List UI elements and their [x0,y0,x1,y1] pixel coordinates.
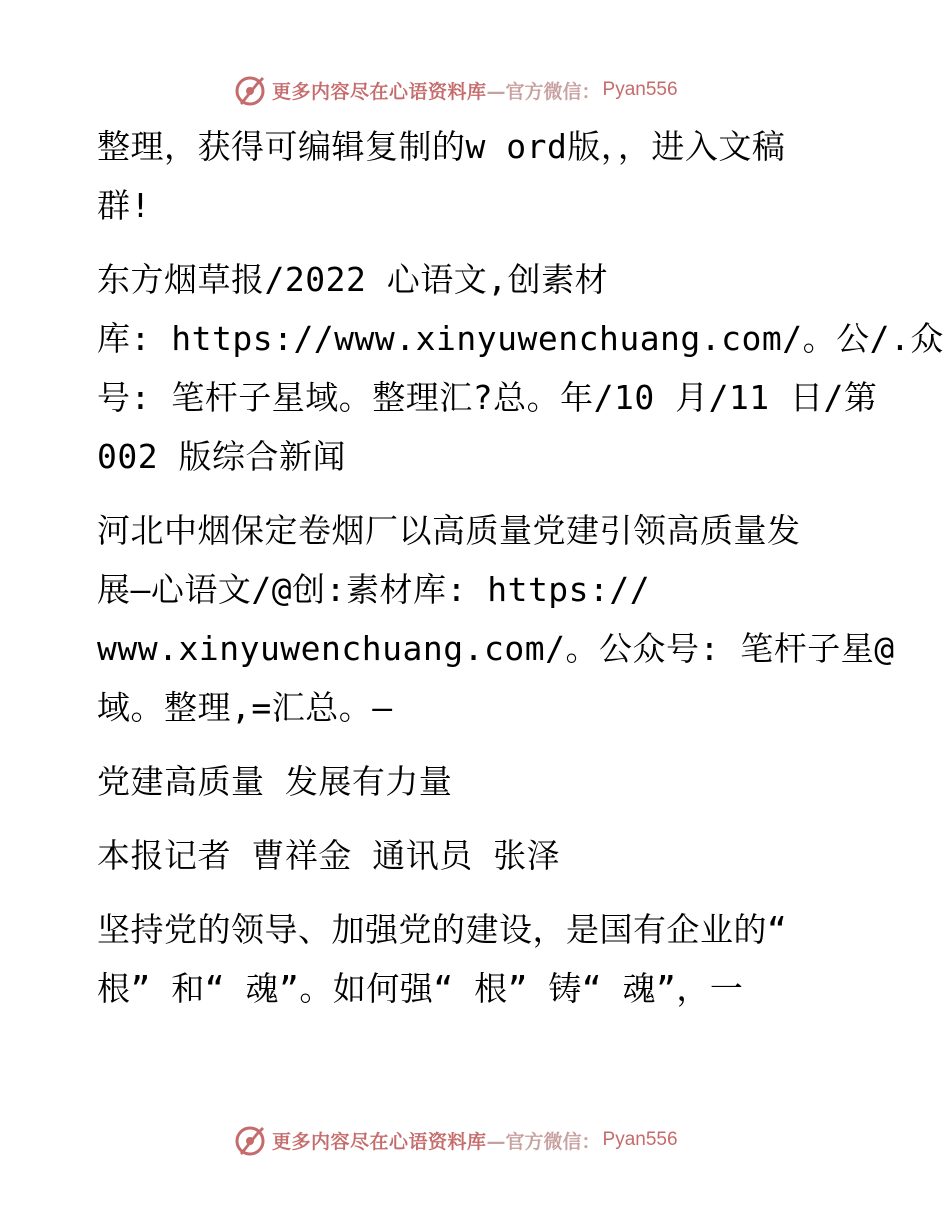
paragraph [97,501,895,737]
text-line: 库: https://www.xinyuwenchuang.com/。公/.众 [97,319,944,358]
text-line: 本报记者 曹祥金 通讯员 张泽 [97,836,561,875]
text-line: 根” 和“ 魂”。如何强“ 根” 铸“ 魂”，一 [97,969,744,1008]
watermark-wechat-id: Pyan556 [602,1129,678,1150]
watermark-wechat-label: —官方微信： [486,1130,601,1153]
header-watermark [234,73,678,107]
text-line: 域。整理,=汇总。— [97,688,393,727]
paragraph [97,117,857,235]
document-body [97,117,944,1033]
paragraph [97,250,944,486]
footer-watermark [234,1123,678,1157]
text-line: 河北中烟保定卷烟厂以高质量党建引领高质量发 [97,511,801,550]
paragraph [97,900,857,1018]
article-headline [97,752,857,811]
text-line: 002 版综合新闻 [97,437,346,476]
pen-logo-icon [234,73,268,107]
byline [97,826,857,885]
watermark-main-text: 更多内容尽在心语资料库 [272,1130,487,1153]
text-line: 整理，获得可编辑复制的w ord版，，进入文稿 [97,127,786,166]
watermark-wechat-label: —官方微信： [486,80,601,103]
text-line: 党建高质量 发展有力量 [97,762,453,801]
text-line: 群! [97,186,151,225]
watermark-wechat-id: Pyan556 [602,79,678,100]
text-line: 展—心语文/@创:素材库: https:// [97,570,651,609]
text-line: 坚持党的领导、加强党的建设，是国有企业的“ [97,910,788,949]
text-line: www.xinyuwenchuang.com/。公众号: 笔杆子星@ [97,629,895,668]
pen-logo-icon [234,1123,268,1157]
text-line: 东方烟草报/2022 心语文,创素材 [97,260,609,299]
text-line: 号: 笔杆子星域。整理汇?总。年/10 月/11 日/第 [97,378,878,417]
watermark-main-text: 更多内容尽在心语资料库 [272,80,487,103]
